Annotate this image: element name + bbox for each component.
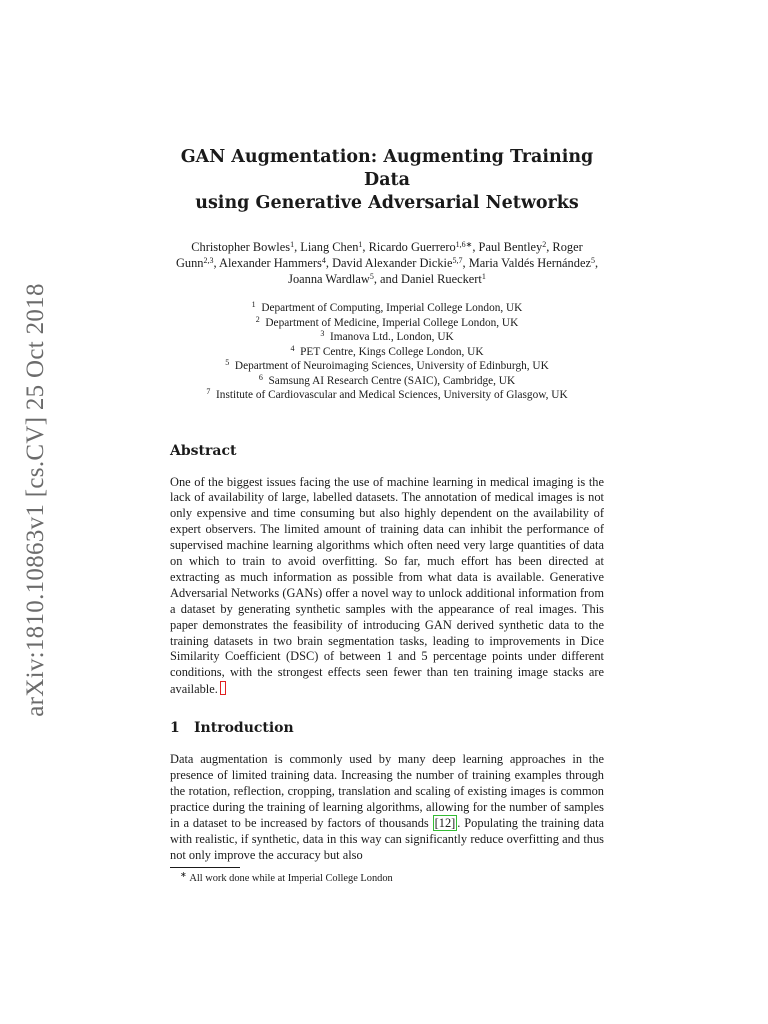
- author-affil-mark: 1: [481, 272, 486, 281]
- title-line-1: GAN Augmentation: Augmenting Training Data: [180, 147, 594, 190]
- introduction-text: [170, 752, 604, 863]
- intro-body: Data augmentation is commonly used by many deep learning approaches in the presence of limited training data. Increasing the number of training examples through the rotation, reflection, cropping, translation and scaling of existing images is common practice during the training of learning algorithms, allowing for the number of samples in a dataset to be increased by factors of thousands: [170, 752, 604, 830]
- affiliation: [170, 345, 604, 360]
- author-affil-mark: 1: [290, 240, 295, 249]
- affiliation: [170, 316, 604, 331]
- affiliation-text: PET Centre, Kings College London, UK: [300, 345, 484, 358]
- affiliation: [170, 359, 604, 374]
- author-name: , Liang Chen: [294, 240, 359, 254]
- affiliation-list: [170, 301, 604, 403]
- affiliation-number: 4: [290, 343, 295, 353]
- author-affil-mark: 5,7: [452, 256, 463, 265]
- affiliation: [170, 301, 604, 316]
- author-name: , Maria Valdés Hernández: [462, 256, 591, 270]
- arxiv-id-text: arXiv:1810.10863v1 [cs.CV] 25 Oct 2018: [22, 283, 50, 717]
- introduction-heading: [170, 720, 604, 736]
- author-affil-mark: 4: [321, 256, 326, 265]
- intro-body-continued: . Populating the training data with realistic, if synthetic, data in this way can significantly reduce overfitting and thus not only improve the accuracy but also: [170, 815, 604, 862]
- affiliation-number: 6: [258, 372, 263, 382]
- affiliation-number: 5: [225, 358, 230, 367]
- author-affil-mark: 2,3: [203, 256, 214, 265]
- author-name: , and Daniel Rueckert: [373, 272, 482, 286]
- affiliation: [170, 374, 604, 389]
- author-name: Christopher Bowles: [191, 240, 291, 254]
- footnote-link-box[interactable]: [220, 681, 226, 695]
- abstract-text: [170, 475, 604, 699]
- author-name: , Alexander Hammers: [213, 256, 322, 270]
- citation-link[interactable]: [12]: [434, 815, 456, 830]
- affiliation: [170, 388, 604, 403]
- section-heading-text: Introduction: [194, 720, 294, 737]
- author-name: , Joanna Wardlaw: [288, 256, 599, 286]
- affiliation-text: Samsung AI Research Centre (SAIC), Cambridge, UK: [268, 374, 516, 387]
- affiliation-number: 1: [251, 300, 256, 309]
- author-affil-mark: 2: [542, 240, 547, 249]
- affiliation-text: Imanova Ltd., London, UK: [330, 331, 454, 343]
- author-affil-mark: 5: [369, 272, 374, 281]
- affiliation-number: 3: [320, 329, 325, 338]
- footnote-divider: [170, 867, 240, 868]
- affiliation-number: 7: [206, 387, 211, 396]
- author-affil-mark: 1,6∗: [455, 240, 473, 249]
- affiliation: [170, 330, 604, 345]
- paper-page: [170, 140, 604, 885]
- author-name: , Paul Bentley: [472, 240, 543, 254]
- author-name: , David Alexander Dickie: [325, 256, 453, 270]
- arxiv-sidebar-stamp: [18, 270, 54, 730]
- author-name: , Roger Gunn: [175, 240, 583, 270]
- abstract-body: One of the biggest issues facing the use of machine learning in medical imaging is the lack of availability of large, labelled datasets. The annotation of medical images is not only expensive and time consuming but also highly dependent on the availability of expert observers. The limited amount of training data can inhibit the performance of supervised machine learning algorithms which often need very large quantities of data on which to train to avoid overfitting. So far, much effort has been directed at extracting as much information as possible from what data is available. Generative Adversarial Networks (GANs) offer a novel way to unlock additional information from a dataset by generating synthetic samples with the appearance of real images. This paper demonstrates the feasibility of introducing GAN derived synthetic data to the training datasets in two brain segmentation tasks, leading to improvements in Dice Similarity Coefficient (DSC) of between 1 and 5 percentage points under different conditions, with the strongest effects seen fewer than ten training image stacks are available.: [170, 474, 604, 697]
- affiliation-text: Department of Neuroimaging Sciences, University of Edinburgh, UK: [234, 360, 549, 372]
- footnote-mark: ∗: [180, 869, 187, 879]
- affiliation-text: Department of Medicine, Imperial College London, UK: [265, 316, 519, 329]
- author-name: , Ricardo Guerrero: [362, 240, 456, 254]
- affiliation-text: Institute of Cardiovascular and Medical Sciences, University of Glasgow, UK: [216, 389, 568, 401]
- affiliation-text: Department of Computing, Imperial College London, UK: [261, 302, 523, 314]
- author-list: [170, 239, 604, 287]
- affiliation-number: 2: [255, 314, 260, 324]
- title-line-2: using Generative Adversarial Networks: [195, 193, 579, 213]
- author-affil-mark: 5: [590, 256, 595, 265]
- author-affil-mark: 1: [358, 240, 363, 249]
- footnote-text: All work done while at Imperial College London: [189, 872, 393, 884]
- section-number: 1: [170, 720, 180, 737]
- abstract-heading: Abstract: [170, 442, 237, 459]
- paper-title: [170, 146, 604, 215]
- footnote: [180, 869, 604, 885]
